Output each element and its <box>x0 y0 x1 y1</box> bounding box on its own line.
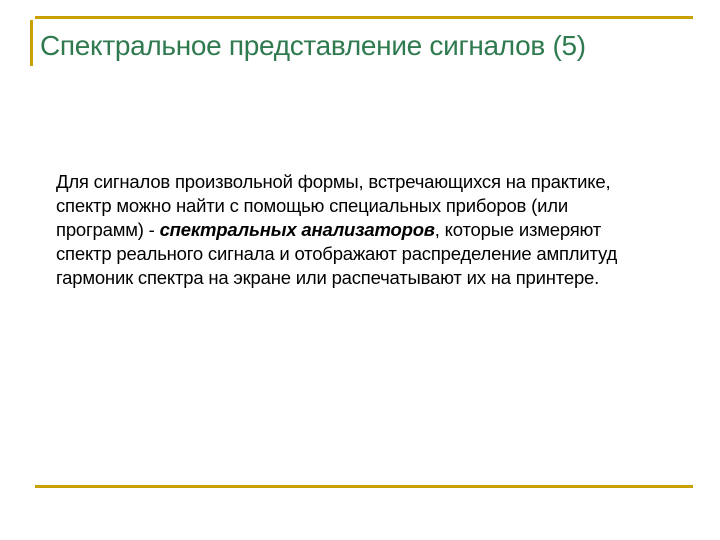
body-paragraph <box>56 170 656 290</box>
paragraph-text-after: , которые измеряют спектр реального сигнала и отображают распределение амплитуд гармоник спектра на экране или распечатывают их на принтере. <box>56 219 618 288</box>
bottom-accent-rule <box>35 485 693 488</box>
slide-title: Спектральное представление сигналов (5) <box>40 30 586 61</box>
paragraph-term: спектральных анализаторов <box>159 219 435 240</box>
paragraph-text-before: Для сигналов произвольной формы, встречающихся на практике, спектр можно найти с помощью специальных приборов (или программ) - <box>56 171 611 240</box>
left-accent-bar <box>30 20 33 66</box>
top-accent-rule <box>35 16 693 19</box>
